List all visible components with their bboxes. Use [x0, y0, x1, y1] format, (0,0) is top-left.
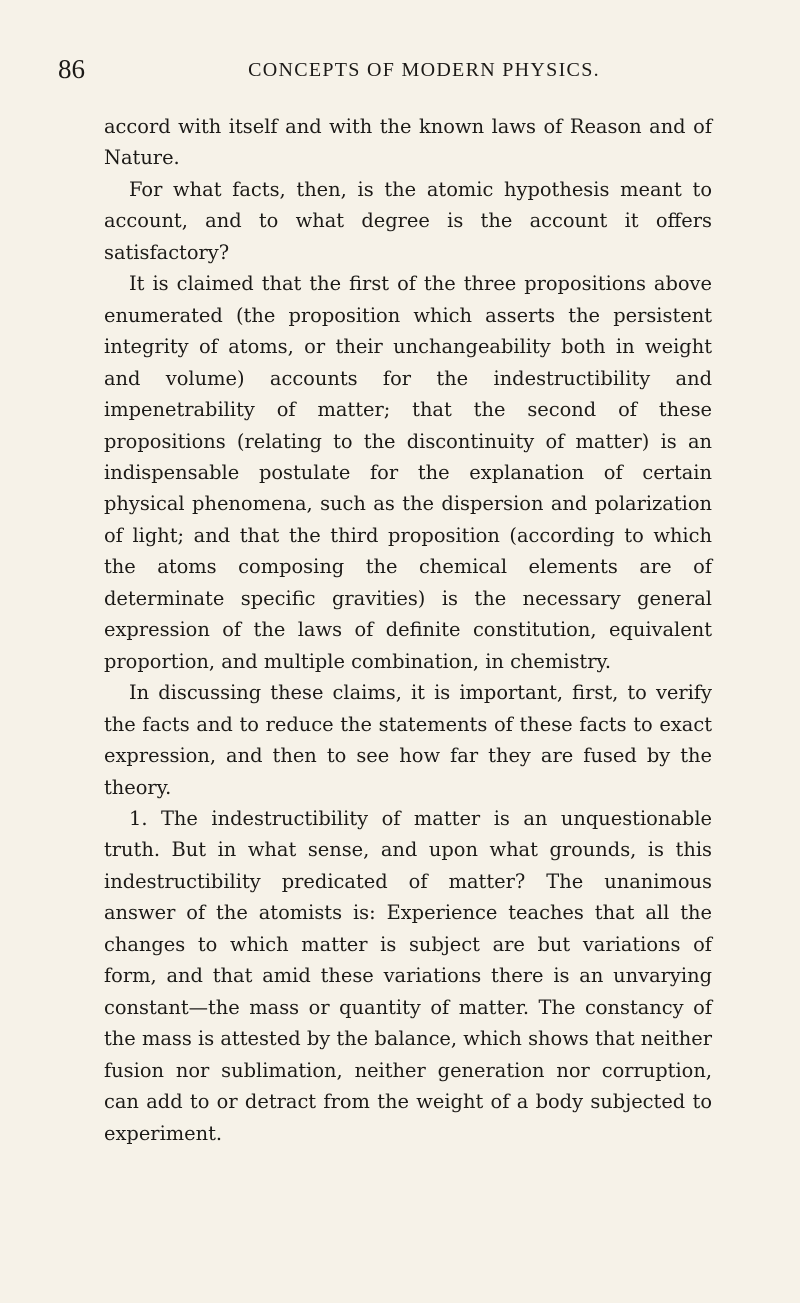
paragraph-continuation: accord with itself and with the known laws of Reason and of Nature. [104, 115, 712, 170]
body-text [104, 111, 712, 1149]
paragraph: For what facts, then, is the atomic hypothesis meant to account, and to what degree is the account it offers satisfactory? [104, 177, 712, 264]
paragraph: It is claimed that the first of the three propositions above enumerated (the proposition which asserts the persistent integrity of atoms, or their unchangeability both in weight and volume) accounts for the indestructibility and impenetrability of matter; that the second of these propositions (relating to the discontinuity of matter) is an indispensable postulate for the explanation of certain physical phenomena, such as the dispersion and polarization of light; and that the third proposition (according to which the atoms composing the chemical elements are of determinate specific gravities) is the necessary general expression of the laws of definite constitution, equivalent proportion, and multiple combination, in chemistry. [104, 272, 712, 673]
page-number: 86 [58, 54, 85, 84]
running-head-title: CONCEPTS OF MODERN PHYSICS. [248, 59, 600, 81]
running-head [58, 54, 706, 84]
paragraph: 1. The indestructibility of matter is an unquestionable truth. But in what sense, and upon what grounds, is this indestructibility predicated of matter? The unanimous answer of the atomists is: Experience teaches that all the changes to which matter is subject are but variations of form, and that amid these variations there is an unvarying constant—the mass or quantity of matter. The constancy of the mass is attested by the balance, which shows that neither fusion nor sublimation, neither generation nor corruption, can add to or detract from the weight of a body subjected to experiment. [104, 806, 712, 1145]
paragraph: In discussing these claims, it is important, first, to verify the facts and to reduce the statements of these facts to exact expression, and then to see how far they are fused by the theory. [104, 681, 712, 799]
